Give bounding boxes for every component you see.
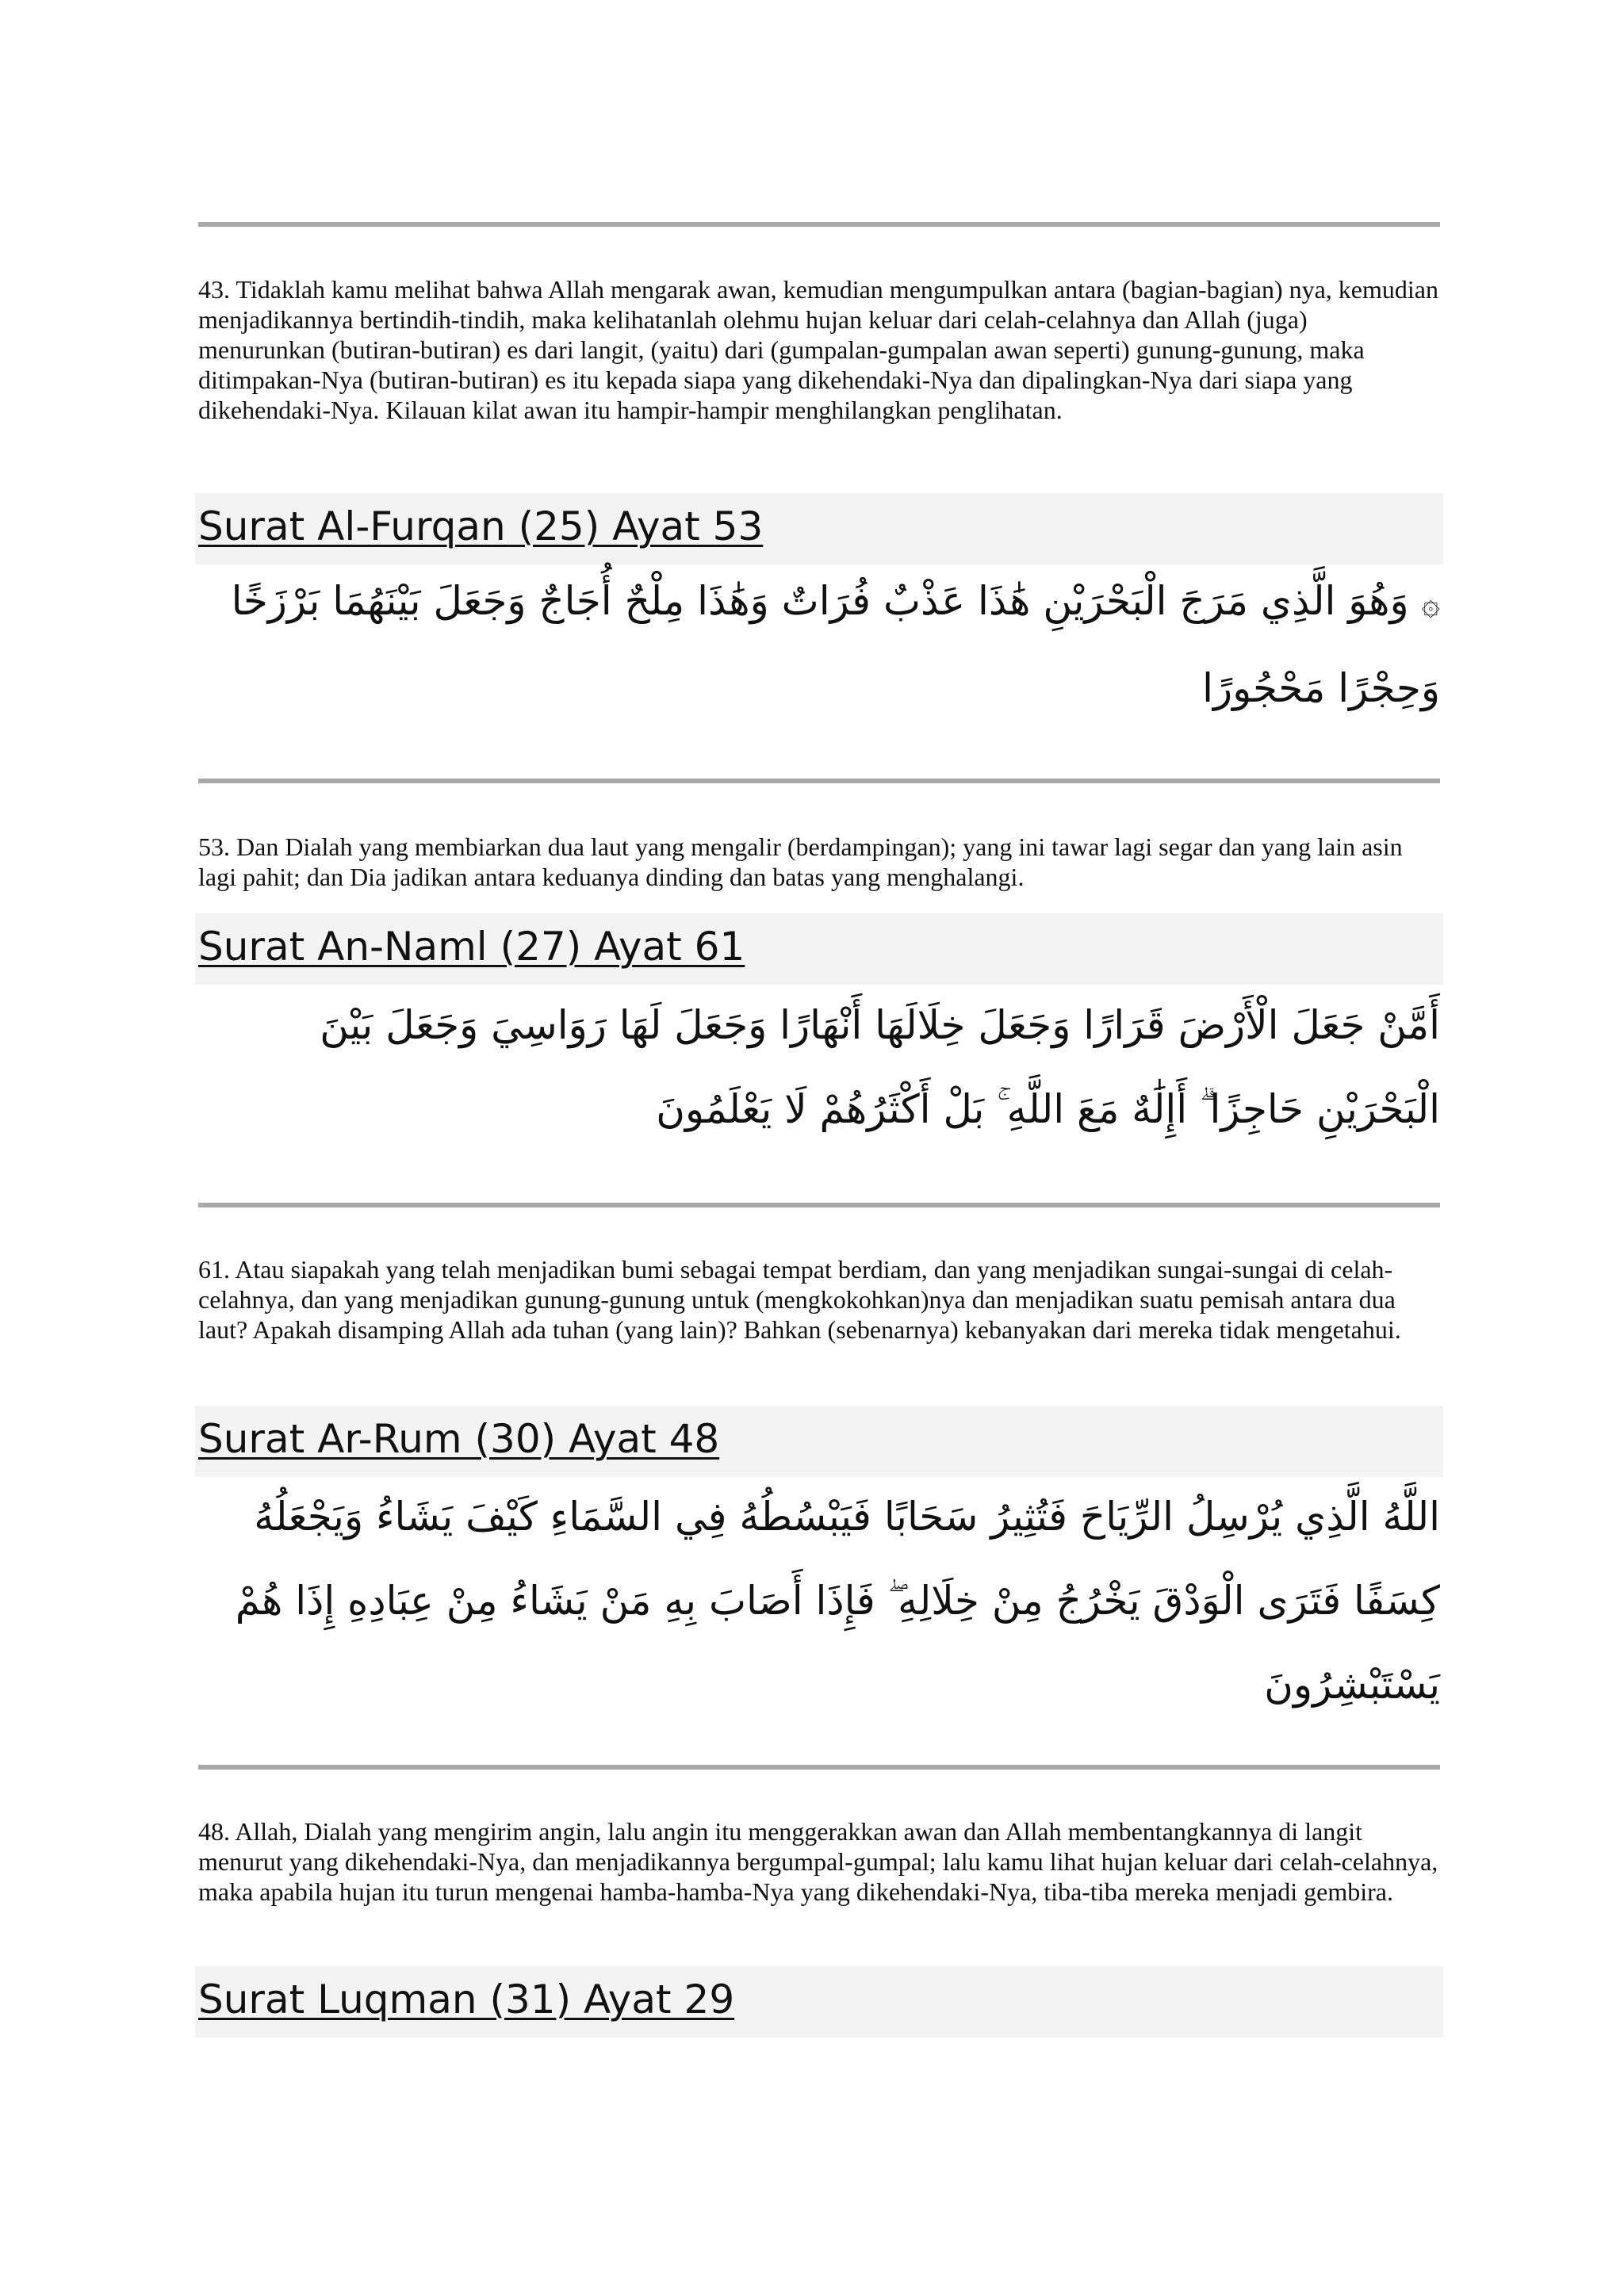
surah-heading-al-furqan <box>195 493 1443 564</box>
arabic-verse-text: أَمَّنْ جَعَلَ الْأَرْضَ قَرَارًا وَجَعَلَ خِلَالَهَا أَنْهَارًا وَجَعَلَ لَهَا رَوَاسِيَ وَجَعَلَ بَيْنَ الْبَحْرَيْنِ حَاجِزًا ۗ أَإِلَٰهٌ مَعَ اللَّهِ ۚ بَلْ أَكْثَرُهُمْ لَا يَعْلَمُونَ <box>320 1002 1440 1132</box>
surah-heading-luqman <box>195 1966 1443 2038</box>
surah-heading-text: Surat An-Naml (27) Ayat 61 <box>198 924 745 970</box>
translation-43: 43. Tidaklah kamu melihat bahwa Allah mengarak awan, kemudian mengumpulkan antara (bagian-bagian) nya, kemudian menjadikannya bertindih-tindih, maka kelihatanlah olehmu hujan keluar dari celah-celahnya dan Allah (juga) menurunkan (butiran-butiran) es dari langit, (yaitu) dari (gumpalan-gumpalan awan seperti) gunung-gunung, maka ditimpakan-Nya (butiran-butiran) es itu kepada siapa yang dikehendaki-Nya dan dipalingkan-Nya dari siapa yang dikehendaki-Nya. Kilauan kilat awan itu hampir-hampir menghilangkan penglihatan. <box>198 275 1438 424</box>
section-divider <box>198 779 1440 783</box>
section-divider <box>198 1765 1440 1770</box>
surah-heading-an-naml <box>195 913 1443 985</box>
arabic-verse-text: وَهُوَ الَّذِي مَرَجَ الْبَحْرَيْنِ هَٰذَا عَذْبٌ فُرَاتٌ وَهَٰذَا مِلْحٌ أُجَاجٌ وَجَعَلَ بَيْنَهُمَا بَرْزَخًا وَحِجْرًا مَحْجُورًا <box>231 578 1440 711</box>
translation-48: 48. Allah, Dialah yang mengirim angin, lalu angin itu menggerakkan awan dan Allah membentangkannya di langit menurut yang dikehendaki-Nya, dan menjadikannya bergumpal-gumpal; lalu kamu lihat hujan keluar dari celah-celahnya, maka apabila hujan itu turun mengenai hamba-hamba-Nya yang dikehendaki-Nya, tiba-tiba mereka menjadi gembira. <box>198 1817 1438 1906</box>
arabic-verse-ar-rum-48 <box>198 1475 1440 1727</box>
translation-61: 61. Atau siapakah yang telah menjadikan bumi sebagai tempat berdiam, dan yang menjadikan sungai-sungai di celah-celahnya, dan yang menjadikan gunung-gunung untuk (mengkokohkan)nya dan menjadikan suatu pemisah antara dua laut? Apakah disamping Allah ada tuhan (yang lain)? Bahkan (sebenarnya) kebanyakan dari mereka tidak mengetahui. <box>198 1255 1401 1344</box>
arabic-verse-an-naml-61 <box>198 983 1440 1151</box>
section-divider <box>198 1203 1440 1207</box>
rub-el-hizb-icon: ۞ <box>1421 586 1440 622</box>
section-divider <box>198 222 1440 227</box>
surah-heading-text: Surat Al-Furqan (25) Ayat 53 <box>198 503 764 549</box>
arabic-verse-text: اللَّهُ الَّذِي يُرْسِلُ الرِّيَاحَ فَتُثِيرُ سَحَابًا فَيَبْسُطُهُ فِي السَّمَاءِ كَيْفَ يَشَاءُ وَيَجْعَلُهُ كِسَفًا فَتَرَى الْوَدْقَ يَخْرُجُ مِنْ خِلَالِهِ ۖ فَإِذَا أَصَابَ بِهِ مَنْ يَشَاءُ مِنْ عِبَادِهِ إِذَا هُمْ يَسْتَبْشِرُونَ <box>235 1494 1440 1708</box>
arabic-verse-al-furqan-53 <box>198 559 1440 730</box>
translation-53: 53. Dan Dialah yang membiarkan dua laut yang mengalir (berdampingan); yang ini tawar lagi segar dan yang lain asin lagi pahit; dan Dia jadikan antara keduanya dinding dan batas yang menghalangi. <box>198 832 1403 891</box>
surah-heading-ar-rum <box>195 1406 1443 1477</box>
surah-heading-text: Surat Luqman (31) Ayat 29 <box>198 1976 735 2022</box>
surah-heading-text: Surat Ar-Rum (30) Ayat 48 <box>198 1416 720 1462</box>
